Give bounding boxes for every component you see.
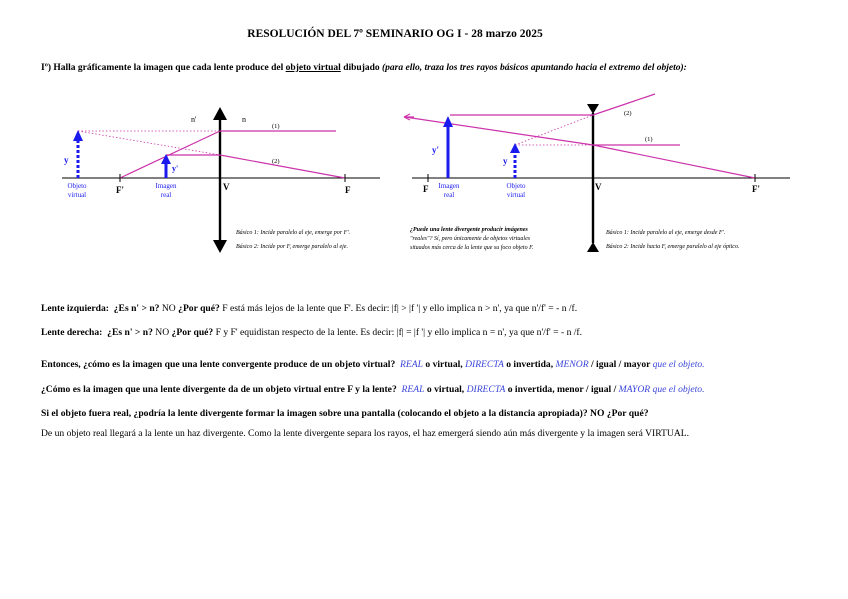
left-fprime-label: F'	[116, 185, 124, 195]
right-fprime-label: F'	[752, 184, 760, 194]
right-image-label-1: Imagen	[438, 182, 460, 190]
right-object-label-1: Objeto	[506, 182, 526, 190]
diverging-t2: o invertida, menor / igual /	[505, 384, 619, 395]
left-basic2: Básico 2: Incide por F, emerge paralelo al eje.	[236, 244, 348, 250]
converging-q-text: Entonces, ¿cómo es la imagen que una lente convergente produce de un objeto virtual?	[41, 359, 396, 370]
left-v-label: V	[223, 182, 230, 192]
converging-question	[41, 359, 705, 370]
left-object-label-1: Objeto	[67, 182, 87, 190]
right-object-arrowhead	[510, 143, 520, 153]
right-lens-label: Lente derecha:	[41, 327, 103, 338]
left-lens-question: ¿Es n' > n?	[113, 303, 160, 314]
right-lens-text: F y F' equidistan respecto de la lente. Es decir: |f| = |f '| y ello implica n = n', ya que n'/f' = - n /f.	[213, 327, 583, 338]
right-lens-bottom-arrowhead	[587, 242, 599, 252]
question-1-mid: dibujado	[340, 63, 383, 73]
left-lens-text: F está más lejos de la lente que F'. Es decir: |f| > |f '| y ello implica n > n', ya que n'/f' = - n /f.	[219, 303, 578, 314]
right-note-1: ¿Puede una lente divergente producir imágenes	[410, 227, 528, 233]
diverging-q-text: ¿Cómo es la imagen que una lente divergente da de un objeto virtual entre F y la lente?	[41, 384, 397, 395]
right-object-label-2: virtual	[506, 191, 526, 199]
right-f-label: F	[423, 184, 429, 194]
left-virtual-ray-diag	[78, 131, 220, 155]
right-ray-to-fprime	[593, 145, 755, 178]
left-lens-ans: NO	[159, 303, 179, 314]
right-lens-question: ¿Es n' > n?	[107, 327, 153, 338]
left-ray2-label: (2)	[272, 158, 280, 165]
left-lens-label: Lente izquierda:	[41, 303, 109, 314]
left-ray2-incident	[220, 155, 345, 178]
left-image-label-1: Imagen	[155, 182, 177, 190]
right-note-3: situados más cerca de la lente que su foco objeto F.	[410, 245, 534, 251]
converging-a3: MENOR	[555, 359, 589, 370]
converging-t3: / igual / mayor	[588, 359, 653, 370]
left-diagram	[62, 107, 380, 253]
right-ray-arrow	[404, 114, 414, 120]
left-f-label: F	[345, 185, 351, 195]
right-diagram	[404, 94, 790, 252]
diverging-a3: MAYOR	[618, 384, 651, 395]
right-basic2: Básico 2: Incide hacia F, emerge paralelo al eje óptico.	[606, 244, 740, 250]
right-image-arrowhead	[443, 116, 453, 127]
left-n-label: n	[242, 115, 246, 124]
question-1-underlined: objeto virtual	[285, 63, 341, 73]
right-lens-answer	[41, 327, 582, 338]
left-lens-top-arrowhead	[213, 107, 227, 120]
left-lens-bottom-arrowhead	[213, 240, 227, 253]
left-object-label-2: virtual	[67, 191, 87, 199]
left-lens-answer	[41, 303, 577, 314]
left-basic1: Básico 1: Incide paralelo al eje, emerge por F'.	[236, 230, 351, 236]
right-ray1-label: (1)	[645, 136, 653, 143]
right-lens-why: ¿Por qué?	[171, 327, 214, 338]
left-y-label: y	[64, 155, 69, 165]
converging-a2: DIRECTA	[465, 359, 504, 370]
right-y-prime-label: y'	[432, 145, 440, 155]
right-ray-line	[405, 117, 593, 145]
diverging-t1: o virtual,	[424, 384, 467, 395]
right-lens-top-arrowhead	[587, 104, 599, 114]
left-n-prime-label: n'	[191, 115, 197, 124]
diverging-question	[41, 384, 704, 395]
diverging-a2: DIRECTA	[466, 384, 506, 395]
left-image-label-2: real	[160, 191, 172, 199]
right-image-label-2: real	[443, 191, 455, 199]
question-1-italic: (para ello, traza los tres rayos básicos apuntando hacia el extremo del objeto):	[382, 63, 687, 73]
converging-t1: o virtual,	[422, 359, 466, 370]
diverging-a1: REAL	[401, 384, 425, 395]
page-title: RESOLUCIÓN DEL 7º SEMINARIO OG I - 28 marzo 2025	[247, 28, 543, 40]
right-virtual-ray	[515, 115, 593, 145]
left-ray1-label: (1)	[272, 123, 280, 130]
real-object-answer: De un objeto real llegará a la lente un haz divergente. Como la lente divergente separa los rayos, el haz emergerá siendo aún más divergente y la imagen será VIRTUAL.	[41, 428, 690, 439]
left-lens-why: ¿Por qué?	[178, 303, 220, 314]
real-object-question: Si el objeto fuera real, ¿podría la lente divergente formar la imagen sobre una pantalla (colocando el objeto a la distancia apropiada)? NO ¿Por qué?	[41, 408, 649, 419]
right-v-label: V	[595, 182, 602, 192]
question-1-prefix: Iº) Halla gráficamente la imagen que cada lente produce del	[41, 63, 286, 73]
converging-a1: REAL	[400, 359, 423, 370]
right-ray2-label: (2)	[624, 110, 632, 117]
diverging-a4: que el objeto.	[650, 384, 705, 395]
converging-t2: o invertida,	[503, 359, 556, 370]
right-note-2: "reales"? Sí, pero únicamente de objetos virtuales	[410, 236, 531, 242]
right-basic1: Básico 1: Incide paralelo al eje, emerge desde F'.	[606, 230, 726, 236]
left-y-prime-label: y'	[172, 164, 179, 173]
converging-a4: que el objeto.	[652, 359, 705, 370]
right-y-label: y	[503, 156, 508, 166]
right-lens-ans: NO	[152, 327, 172, 338]
